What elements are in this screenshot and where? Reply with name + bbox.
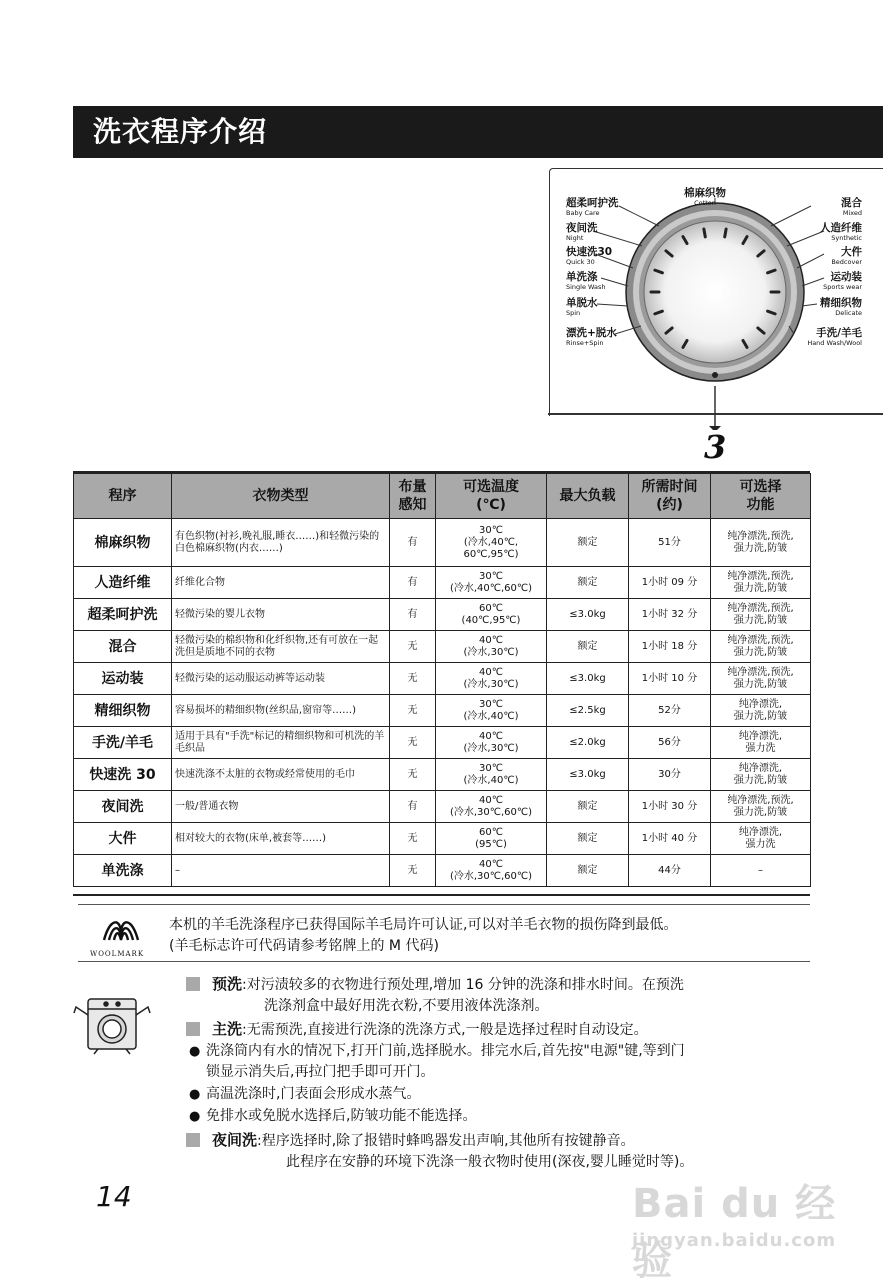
program-name-cell: 人造纤维	[74, 567, 172, 599]
options-cell: 纯净漂洗,预洗, 强力洗,防皱	[711, 663, 811, 695]
dial-label-cotton: 棉麻织物 Cotton	[684, 187, 726, 207]
temperature-cell: 60℃ (95℃)	[436, 823, 547, 855]
duration-cell: 44分	[629, 855, 711, 887]
table-row	[74, 631, 811, 663]
dial-label-rinse-spin: 漂洗+脱水 Rinse+Spin	[566, 327, 617, 347]
duration-cell: 1小时 30 分	[629, 791, 711, 823]
note-night: 夜间洗:程序选择时,除了报错时蜂鸣器发出声响,其他所有按键静音。	[186, 1130, 635, 1152]
max-load-cell: ≤3.0kg	[547, 599, 629, 631]
temperature-cell: 60℃ (40℃,95℃)	[436, 599, 547, 631]
load-sensing-cell: 无	[390, 727, 436, 759]
clothes-type-cell: 容易损坏的精细织物(丝织品,窗帘等……)	[172, 695, 390, 727]
dial-label-spin: 单脱水 Spin	[566, 297, 598, 317]
note-bullet-1: ● 洗涤筒内有水的情况下,打开门前,选择脱水。排完水后,首先按"电源"键,等到门	[189, 1043, 685, 1059]
max-load-cell: 额定	[547, 791, 629, 823]
max-load-cell: ≤2.0kg	[547, 727, 629, 759]
load-sensing-cell: 有	[390, 791, 436, 823]
dial-label-quick30: 快速洗30 Quick 30	[566, 246, 613, 266]
table-row	[74, 695, 811, 727]
page-title: 洗衣程序介绍	[73, 106, 883, 158]
dial-label-bedcover: 大件 Bedcover	[831, 246, 862, 266]
max-load-cell: ≤3.0kg	[547, 663, 629, 695]
load-sensing-cell: 有	[390, 567, 436, 599]
watermark: Bai du 经验 jingyan.baidu.com	[632, 1181, 837, 1284]
max-load-cell: 额定	[547, 631, 629, 663]
duration-cell: 51分	[629, 519, 711, 567]
dial-tick	[704, 229, 705, 237]
page-number: 14	[96, 1180, 132, 1213]
dial-tick	[725, 229, 726, 237]
options-cell: 纯净漂洗, 强力洗,防皱	[711, 759, 811, 791]
table-row	[74, 823, 811, 855]
duration-cell: 52分	[629, 695, 711, 727]
load-sensing-cell: 有	[390, 519, 436, 567]
load-sensing-cell: 无	[390, 759, 436, 791]
max-load-cell: 额定	[547, 855, 629, 887]
options-cell: 纯净漂洗, 强力洗	[711, 727, 811, 759]
dial-label-synthetic: 人造纤维 Synthetic	[820, 222, 862, 242]
note-mainwash: 主洗:无需预洗,直接进行洗涤的洗涤方式,一般是选择过程时自动设定。	[186, 1019, 648, 1041]
load-sensing-cell: 无	[390, 823, 436, 855]
options-cell: 纯净漂洗,预洗, 强力洗,防皱	[711, 567, 811, 599]
note-prewash-cont: 洗涤剂盒中最好用洗衣粉,不要用液体洗涤剂。	[264, 998, 549, 1014]
dial-label-night: 夜间洗 Night	[566, 222, 598, 242]
woolmark-note-text: 本机的羊毛洗涤程序已获得国际羊毛局许可认证,可以对羊毛衣物的损伤降到最低。 (羊毛标志许可代码请参考铭牌上的 M 代码)	[169, 917, 678, 954]
load-sensing-cell: 有	[390, 599, 436, 631]
table-row	[74, 599, 811, 631]
table-header-cell: 可选温度 (℃)	[436, 474, 547, 519]
program-name-cell: 手洗/羊毛	[74, 727, 172, 759]
options-cell: 纯净漂洗,预洗, 强力洗,防皱	[711, 599, 811, 631]
program-name-cell: 夜间洗	[74, 791, 172, 823]
temperature-cell: 40℃ (冷水,30℃)	[436, 727, 547, 759]
temperature-cell: 40℃ (冷水,30℃)	[436, 631, 547, 663]
note-prewash: 预洗:对污渍较多的衣物进行预处理,增加 16 分钟的洗涤和排水时间。在预洗	[186, 974, 684, 996]
note-bullet-3: ● 免排水或免脱水选择后,防皱功能不能选择。	[189, 1108, 477, 1124]
dial-label-single-wash: 单洗涤 Single Wash	[566, 271, 606, 291]
table-row	[74, 759, 811, 791]
washer-mascot-icon	[72, 985, 152, 1055]
woolmark-logo	[100, 914, 142, 950]
dial-label-baby-care: 超柔呵护洗 Baby Care	[566, 197, 619, 217]
table-header-cell: 所需时间 (约)	[629, 474, 711, 519]
temperature-cell: 40℃ (冷水,30℃)	[436, 663, 547, 695]
callout-number: 3	[704, 428, 727, 466]
load-sensing-cell: 无	[390, 631, 436, 663]
note-bullet-2: ● 高温洗涤时,门表面会形成水蒸气。	[189, 1086, 421, 1102]
max-load-cell: 额定	[547, 823, 629, 855]
options-cell: 纯净漂洗,预洗, 强力洗,防皱	[711, 791, 811, 823]
note-bullet-1-cont: 锁显示消失后,再拉门把手即可开门。	[206, 1064, 435, 1080]
program-name-cell: 超柔呵护洗	[74, 599, 172, 631]
clothes-type-cell: 有色织物(衬衫,晚礼服,睡衣……)和轻微污染的白色棉麻织物(内衣……)	[172, 519, 390, 567]
duration-cell: 1小时 32 分	[629, 599, 711, 631]
load-sensing-cell: 无	[390, 663, 436, 695]
program-name-cell: 大件	[74, 823, 172, 855]
table-header-cell: 最大负载	[547, 474, 629, 519]
temperature-cell: 40℃ (冷水,30℃,60℃)	[436, 855, 547, 887]
max-load-cell: 额定	[547, 567, 629, 599]
clothes-type-cell: 轻微污染的运动服运动裤等运动装	[172, 663, 390, 695]
table-header-cell: 程序	[74, 474, 172, 519]
program-name-cell: 精细织物	[74, 695, 172, 727]
temperature-cell: 30℃ (冷水,40℃)	[436, 695, 547, 727]
temperature-cell: 30℃ (冷水,40℃)	[436, 759, 547, 791]
max-load-cell: 额定	[547, 519, 629, 567]
table-row	[74, 567, 811, 599]
table-header-cell: 可选择 功能	[711, 474, 811, 519]
table-row	[74, 855, 811, 887]
temperature-cell: 30℃ (冷水,40℃, 60℃,95℃)	[436, 519, 547, 567]
table-row	[74, 791, 811, 823]
clothes-type-cell: 相对较大的衣物(床单,被套等……)	[172, 823, 390, 855]
dial-label-delicate: 精细织物 Delicate	[820, 297, 862, 317]
clothes-type-cell: 适用于具有"手洗"标记的精细织物和可机洗的羊毛织品	[172, 727, 390, 759]
woolmark-logo-text: WOOLMARK	[90, 950, 145, 958]
dial-label-mixed: 混合 Mixed	[841, 197, 862, 217]
program-table	[73, 473, 811, 887]
options-cell: 纯净漂洗, 强力洗	[711, 823, 811, 855]
options-cell: 纯净漂洗, 强力洗,防皱	[711, 695, 811, 727]
duration-cell: 56分	[629, 727, 711, 759]
program-name-cell: 运动装	[74, 663, 172, 695]
duration-cell: 30分	[629, 759, 711, 791]
options-cell: 纯净漂洗,预洗, 强力洗,防皱	[711, 631, 811, 663]
program-name-cell: 混合	[74, 631, 172, 663]
program-name-cell: 棉麻织物	[74, 519, 172, 567]
clothes-type-cell: 轻微污染的棉织物和化纤织物,还有可放在一起洗但是质地不同的衣物	[172, 631, 390, 663]
load-sensing-cell: 无	[390, 695, 436, 727]
duration-cell: 1小时 10 分	[629, 663, 711, 695]
clothes-type-cell: 纤维化合物	[172, 567, 390, 599]
duration-cell: 1小时 18 分	[629, 631, 711, 663]
table-header-cell: 衣物类型	[172, 474, 390, 519]
clothes-type-cell: –	[172, 855, 390, 887]
clothes-type-cell: 一般/普通衣物	[172, 791, 390, 823]
dial-label-sports-wear: 运动装 Sports wear	[823, 271, 862, 291]
clothes-type-cell: 轻微污染的婴儿衣物	[172, 599, 390, 631]
program-name-cell: 单洗涤	[74, 855, 172, 887]
table-row	[74, 727, 811, 759]
program-name-cell: 快速洗 30	[74, 759, 172, 791]
clothes-type-cell: 快速洗涤不太脏的衣物或经常使用的毛巾	[172, 759, 390, 791]
load-sensing-cell: 无	[390, 855, 436, 887]
table-row	[74, 519, 811, 567]
duration-cell: 1小时 09 分	[629, 567, 711, 599]
dial-label-hand-wash-wool: 手洗/羊毛 Hand Wash/Wool	[807, 327, 862, 347]
temperature-cell: 40℃ (冷水,30℃,60℃)	[436, 791, 547, 823]
temperature-cell: 30℃ (冷水,40℃,60℃)	[436, 567, 547, 599]
max-load-cell: ≤2.5kg	[547, 695, 629, 727]
duration-cell: 1小时 40 分	[629, 823, 711, 855]
max-load-cell: ≤3.0kg	[547, 759, 629, 791]
options-cell: –	[711, 855, 811, 887]
options-cell: 纯净漂洗,预洗, 强力洗,防皱	[711, 519, 811, 567]
table-header-cell: 布量 感知	[390, 474, 436, 519]
note-night-cont: 此程序在安静的环境下洗涤一般衣物时使用(深夜,婴儿睡觉时等)。	[286, 1154, 694, 1170]
table-row	[74, 663, 811, 695]
